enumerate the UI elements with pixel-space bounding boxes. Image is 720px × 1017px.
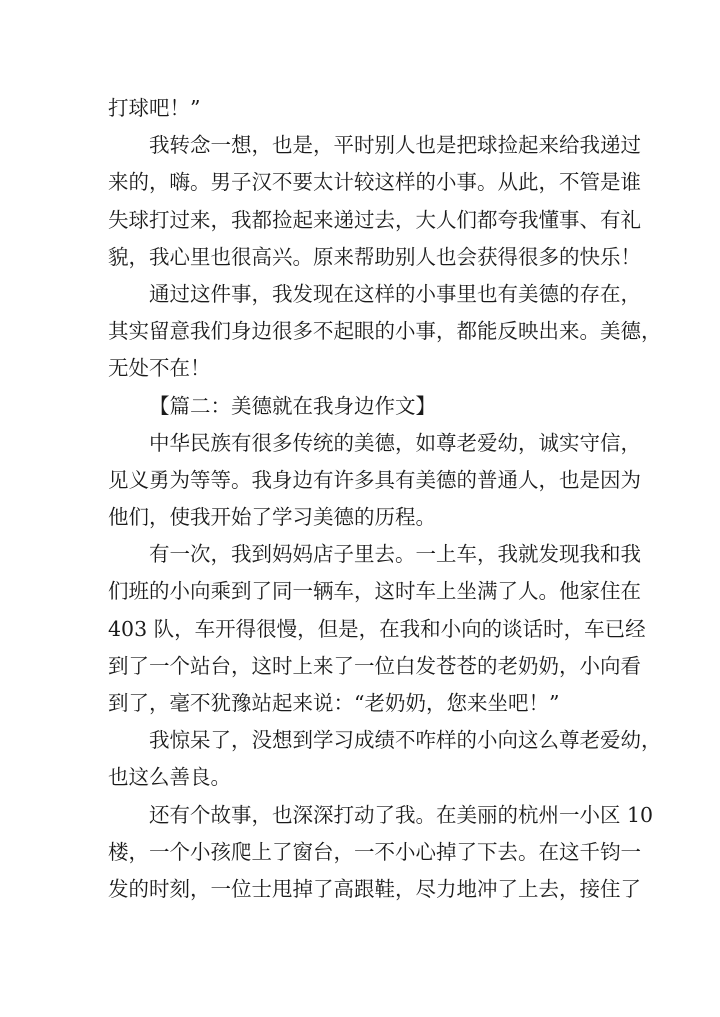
text-line: 其实留意我们身边很多不起眼的小事，都能反映出来。美德， [108,319,662,344]
text-line: 【篇二：美德就在我身边作文】 [149,393,436,418]
text-line: 我惊呆了，没想到学习成绩不咋样的小向这么尊老爱幼， [149,728,662,753]
text-line: 楼，一个小孩爬上了窗台，一不小心掉了下去。在这千钧一 [108,839,641,864]
text-line: 通过这件事，我发现在这样的小事里也有美德的存在， [149,281,641,306]
text-line: 到了，毫不犹豫站起来说：“老奶奶，您来坐吧！” [108,691,560,715]
text-line: 有一次，我到妈妈店子里去。一上车，我就发现我和我 [149,542,641,567]
section-heading [108,388,613,425]
text-line: 发的时刻，一位士甩掉了高跟鞋，尽力地冲了上去，接住了 [108,876,641,901]
text-line: 见义勇为等等。我身边有许多具有美德的普通人，也是因为 [108,467,641,492]
text-line: 打球吧！” [108,96,201,120]
text-line: 到了一个站台，这时上来了一位白发苍苍的老奶奶，小向看 [108,653,641,678]
text-line: 他们，使我开始了学习美德的历程。 [108,505,436,530]
text-line: 中华民族有很多传统的美德，如尊老爱幼，诚实守信， [149,430,641,455]
text-line: 还有个故事，也深深打动了我。在美丽的杭州一小区 10 [149,802,654,827]
text-line: 403 队，车开得很慢，但是，在我和小向的谈话时，车已经 [108,616,646,641]
paragraph [108,797,654,909]
paragraph [108,127,641,276]
text-line: 无处不在！ [108,356,211,381]
paragraph [108,276,662,388]
text-line: 们班的小向乘到了同一辆车，这时车上坐满了人。他家住在 [108,579,641,604]
text-line: 我转念一想，也是，平时别人也是把球捡起来给我递过 [149,133,641,158]
paragraph [108,90,613,127]
text-line: 也这么善良。 [108,765,231,790]
paragraph [108,425,641,537]
text-line: 来的，嗨。男子汉不要太计较这样的小事。从此，不管是谁 [108,170,641,195]
paragraph [108,722,662,796]
text-line: 失球打过来，我都捡起来递过去，大人们都夸我懂事、有礼 [108,207,641,232]
document-body [108,90,662,908]
paragraph [108,536,646,722]
text-line: 貌，我心里也很高兴。原来帮助别人也会获得很多的快乐！ [108,244,641,269]
